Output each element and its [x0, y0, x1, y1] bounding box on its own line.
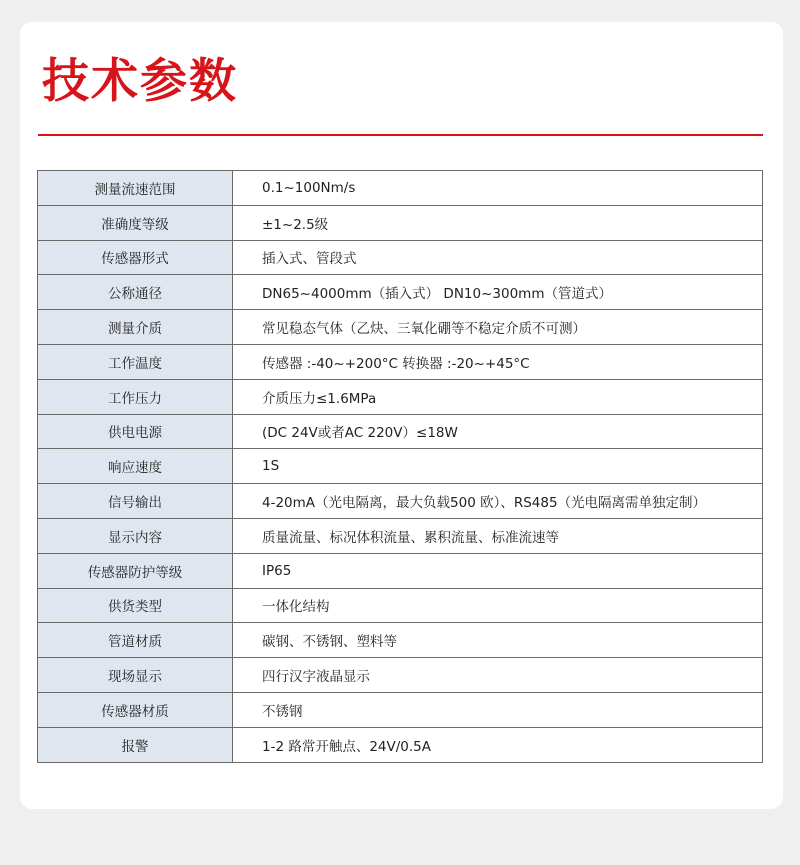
spec-label: 响应速度: [38, 449, 233, 484]
spec-label: 测量流速范围: [38, 171, 233, 206]
spec-value: 插入式、管段式: [233, 240, 763, 275]
spec-value: 碳钢、不锈钢、塑料等: [233, 623, 763, 658]
spec-value: 传感器 :-40~+200°C 转换器 :-20~+45°C: [233, 344, 763, 379]
spec-label: 显示内容: [38, 518, 233, 553]
spec-value: IP65: [233, 553, 763, 588]
spec-label: 现场显示: [38, 658, 233, 693]
spec-label: 报警: [38, 727, 233, 762]
spec-value: 四行汉字液晶显示: [233, 658, 763, 693]
spec-row: [38, 414, 763, 449]
spec-label: 公称通径: [38, 275, 233, 310]
spec-row: [38, 449, 763, 484]
spec-label: 准确度等级: [38, 205, 233, 240]
spec-label: 传感器防护等级: [38, 553, 233, 588]
spec-value: 介质压力≤1.6MPa: [233, 379, 763, 414]
spec-row: [38, 240, 763, 275]
title-divider: [38, 134, 763, 136]
spec-label: 工作压力: [38, 379, 233, 414]
spec-value: 1-2 路常开触点、24V/0.5A: [233, 727, 763, 762]
spec-value: 一体化结构: [233, 588, 763, 623]
spec-table: [37, 170, 763, 763]
spec-label: 传感器形式: [38, 240, 233, 275]
spec-row: [38, 171, 763, 206]
spec-row: [38, 623, 763, 658]
spec-value: 4-20mA（光电隔离，最大负载500 欧）、RS485（光电隔离需单独定制）: [233, 484, 763, 519]
spec-label: 供货类型: [38, 588, 233, 623]
spec-label: 供电电源: [38, 414, 233, 449]
spec-value: 常见稳态气体（乙炔、三氧化硼等不稳定介质不可测）: [233, 310, 763, 345]
spec-value: 不锈钢: [233, 692, 763, 727]
spec-row: [38, 727, 763, 762]
spec-value: DN65~4000mm（插入式） DN10~300mm（管道式）: [233, 275, 763, 310]
spec-row: [38, 692, 763, 727]
spec-row: [38, 344, 763, 379]
spec-row: [38, 484, 763, 519]
spec-value: 质量流量、标况体积流量、累积流量、标准流速等: [233, 518, 763, 553]
spec-row: [38, 310, 763, 345]
spec-card: [20, 22, 783, 809]
spec-label: 信号输出: [38, 484, 233, 519]
spec-row: [38, 379, 763, 414]
spec-table-body: [38, 171, 763, 763]
spec-value: (DC 24V或者AC 220V）≤18W: [233, 414, 763, 449]
spec-row: [38, 588, 763, 623]
spec-value: 1S: [233, 449, 763, 484]
spec-row: [38, 518, 763, 553]
page-title: 技术参数: [42, 54, 238, 109]
spec-value: ±1~2.5级: [233, 205, 763, 240]
spec-label: 工作温度: [38, 344, 233, 379]
spec-value: 0.1~100Nm/s: [233, 171, 763, 206]
spec-label: 传感器材质: [38, 692, 233, 727]
spec-row: [38, 275, 763, 310]
spec-row: [38, 553, 763, 588]
spec-row: [38, 658, 763, 693]
spec-row: [38, 205, 763, 240]
spec-label: 管道材质: [38, 623, 233, 658]
spec-label: 测量介质: [38, 310, 233, 345]
